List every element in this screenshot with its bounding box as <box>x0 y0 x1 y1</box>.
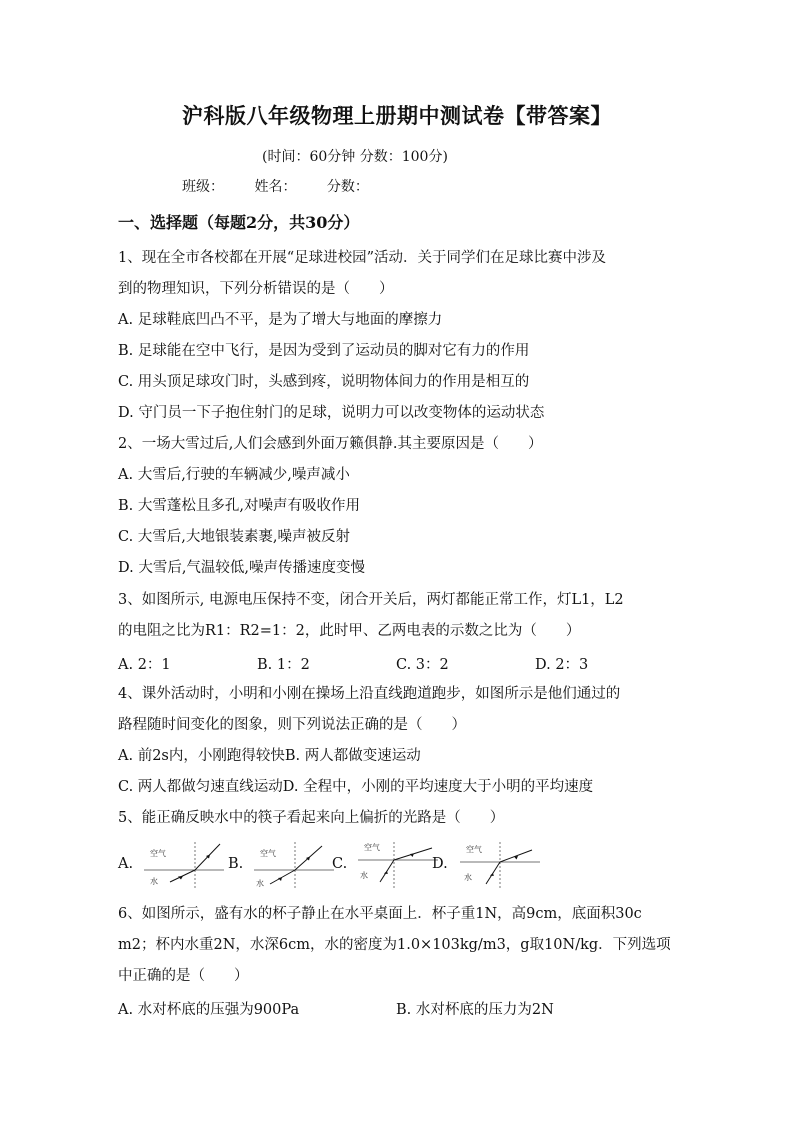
q5-option-a-label: A. <box>118 856 134 872</box>
q2-option-d: D. 大雪后,气温较低,噪声传播速度变慢 <box>118 560 366 576</box>
q3-option-c: C. 3：2 <box>396 657 449 673</box>
exam-time-score: (时间：60分钟 分数：100分) <box>262 149 448 165</box>
q1-option-b: B. 足球能在空中飞行，是因为受到了运动员的脚对它有力的作用 <box>118 343 530 359</box>
q4-options-ab: A. 前2s内，小刚跑得较快B. 两人都做变速运动 <box>118 748 421 764</box>
q5-option-c-label: C. <box>332 856 348 872</box>
q1-option-c: C. 用头顶足球攻门时，头感到疼，说明物体间力的作用是相互的 <box>118 374 530 390</box>
q5-air-label: 空气 <box>260 849 276 858</box>
q5-diagram-a <box>140 840 226 890</box>
q3-stem-line2: 的电阻之比为R1：R2=1：2，此时甲、乙两电表的示数之比为（ ） <box>118 623 581 639</box>
q2-option-c: C. 大雪后,大地银装素裹,噪声被反射 <box>118 529 351 545</box>
q5-air-label: 空气 <box>466 845 482 854</box>
q4-stem-line2: 路程随时间变化的图象，则下列说法正确的是（ ） <box>118 717 466 733</box>
q2-option-b: B. 大雪蓬松且多孔,对噪声有吸收作用 <box>118 498 360 514</box>
q1-option-a: A. 足球鞋底凹凸不平，是为了增大与地面的摩擦力 <box>118 312 443 328</box>
q3-option-a: A. 2：1 <box>118 657 171 673</box>
class-label: 班级： <box>182 179 224 195</box>
q6-stem-line3: 中正确的是（ ） <box>118 968 249 984</box>
q6-stem-line2: m2；杯内水重2N，水深6cm，水的密度为1.0×103kg/m3，g取10N/kg．下列选项 <box>118 937 671 953</box>
q5-diagram-d <box>456 840 542 890</box>
q4-stem-line1: 4、课外活动时，小明和小刚在操场上沿直线跑道跑步，如图所示是他们通过的 <box>118 686 621 702</box>
q5-option-d-label: D. <box>432 856 448 872</box>
section-heading: 一、选择题（每题2分，共30分） <box>118 213 360 232</box>
q2-option-a: A. 大雪后,行驶的车辆减少,噪声减小 <box>118 467 350 483</box>
q6-stem-line1: 6、如图所示，盛有水的杯子静止在水平桌面上．杯子重1N，高9cm，底面积30c <box>118 906 642 922</box>
q6-option-b: B. 水对杯底的压力为2N <box>396 1002 554 1018</box>
q1-stem-line1: 1、现在全市各校都在开展“足球进校园”活动．关于同学们在足球比赛中涉及 <box>118 250 607 266</box>
page-title: 沪科版八年级物理上册期中测试卷【带答案】 <box>182 103 612 128</box>
q2-stem: 2、一场大雪过后,人们会感到外面万籁俱静.其主要原因是（ ） <box>118 436 543 452</box>
q5-diagram-options <box>118 840 538 890</box>
q5-air-label: 空气 <box>364 843 380 852</box>
score-label: 分数： <box>326 179 369 195</box>
q5-water-label: 水 <box>150 877 158 886</box>
q3-stem-line1: 3、如图所示, 电源电压保持不变，闭合开关后，两灯都能正常工作，灯L1，L2 <box>118 592 624 608</box>
q5-air-label: 空气 <box>150 849 166 858</box>
q4-options-cd: C. 两人都做匀速直线运动D. 全程中，小刚的平均速度大于小明的平均速度 <box>118 779 594 795</box>
q5-water-label: 水 <box>256 879 264 888</box>
q5-water-label: 水 <box>464 873 472 882</box>
q6-option-a: A. 水对杯底的压强为900Pa <box>118 1002 300 1018</box>
q3-option-d: D. 2：3 <box>535 657 589 673</box>
student-info <box>182 176 395 196</box>
q3-option-b: B. 1：2 <box>257 657 310 673</box>
q5-option-b-label: B. <box>228 856 244 872</box>
name-label: 姓名： <box>254 179 297 195</box>
q5-diagram-c <box>354 840 440 890</box>
q5-diagram-b <box>250 840 336 890</box>
q1-stem-line2: 到的物理知识，下列分析错误的是（ ） <box>118 281 394 297</box>
q1-option-d: D. 守门员一下子抱住射门的足球，说明力可以改变物体的运动状态 <box>118 405 545 421</box>
q5-stem: 5、能正确反映水中的筷子看起来向上偏折的光路是（ ） <box>118 810 505 826</box>
q5-water-label: 水 <box>360 871 368 880</box>
